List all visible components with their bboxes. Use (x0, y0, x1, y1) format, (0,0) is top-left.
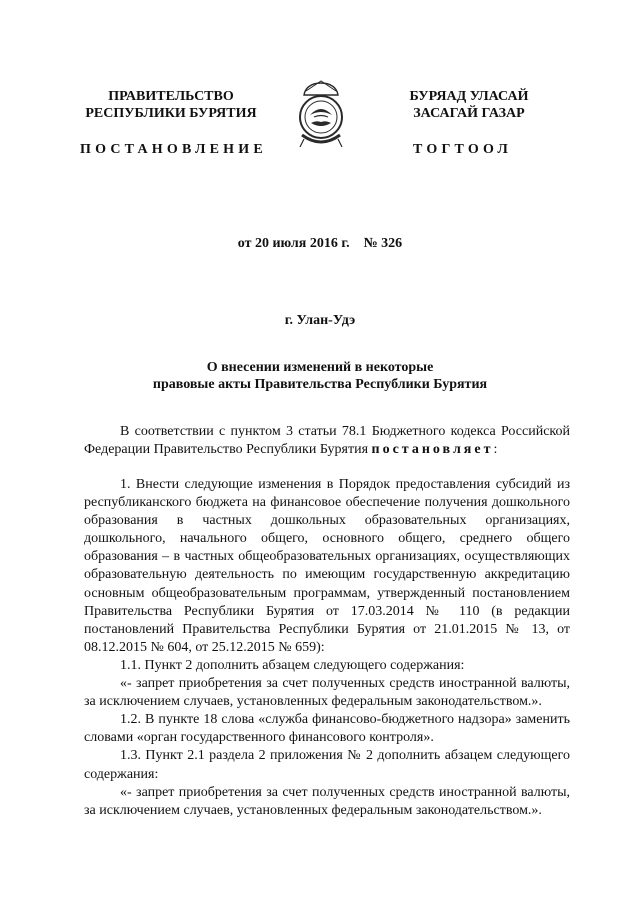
paragraph-1: 1. Внести следующие изменения в Порядок предоставления субсидий из республиканского бюджета на финансовое обеспечение получения дошкольного образования в частных дошкольных образовательных организациях, дошкольного, начального общего, основного общего, среднего общего образования – в частных общеобразовательных организациях, осуществляющих образовательную деятельность по имеющим государственную аккредитацию основным общеобразовательным программам, утвержденный постановлением Правительства Республики Бурятия от 17.03.2014 № 110 (в редакции постановлений Правительства Республики Бурятия от 21.01.2015 № 13, от 08.12.2015 № 604, от 25.12.2015 № 659): (84, 477, 570, 655)
header-right-line1: БУРЯАД УЛАСАЙ (409, 89, 529, 104)
preamble-text: В соответствии с пунктом 3 статьи 78.1 Бюджетного кодекса Российской Федерации Правительство Республики Бурятия (84, 424, 570, 458)
document-kind-bua: ТОГТООЛ (413, 142, 513, 157)
header-left-line1: ПРАВИТЕЛЬСТВО (108, 89, 234, 104)
paragraph-1-3-quote: «- запрет приобретения за счет полученных средств иностранной валюты, за исключением случаев, установленных федеральным законодательством.». (84, 784, 570, 818)
document-kind-ru: ПОСТАНОВЛЕНИЕ (80, 142, 267, 157)
title-line-1: О внесении изменений в некоторые (206, 360, 434, 375)
coat-of-arms-icon (292, 79, 350, 153)
paragraph-1-2: 1.2. В пункте 18 слова «служба финансово-бюджетного надзора» заменить словами «орган государственного финансового контроля». (84, 712, 570, 746)
date-number-line: от 20 июля 2016 г. № 326 (237, 236, 403, 251)
document-body (84, 476, 570, 820)
preamble-colon: : (493, 442, 498, 458)
document-title (0, 359, 640, 393)
paragraph-1-3: 1.3. Пункт 2.1 раздела 2 приложения № 2 дополнить абзацем следующего содержания: (84, 748, 570, 782)
header-left-line2: РЕСПУБЛИКИ БУРЯТИЯ (85, 106, 257, 121)
header-right (364, 88, 574, 122)
city-line: г. Улан-Удэ (284, 313, 356, 328)
title-line-2: правовые акты Правительства Республики Бурятия (152, 377, 488, 392)
header-right-line2: ЗАСАГАЙ ГАЗАР (413, 106, 525, 121)
preamble (84, 423, 570, 459)
paragraph-1-1-quote: «- запрет приобретения за счет полученных средств иностранной валюты, за исключением случаев, установленных федеральным законодательством.». (84, 676, 570, 710)
preamble-resolves: постановляет (371, 442, 494, 458)
header-left (66, 88, 276, 122)
preamble-paragraph (84, 423, 570, 459)
paragraph-1-1: 1.1. Пункт 2 дополнить абзацем следующего содержания: (120, 657, 465, 673)
